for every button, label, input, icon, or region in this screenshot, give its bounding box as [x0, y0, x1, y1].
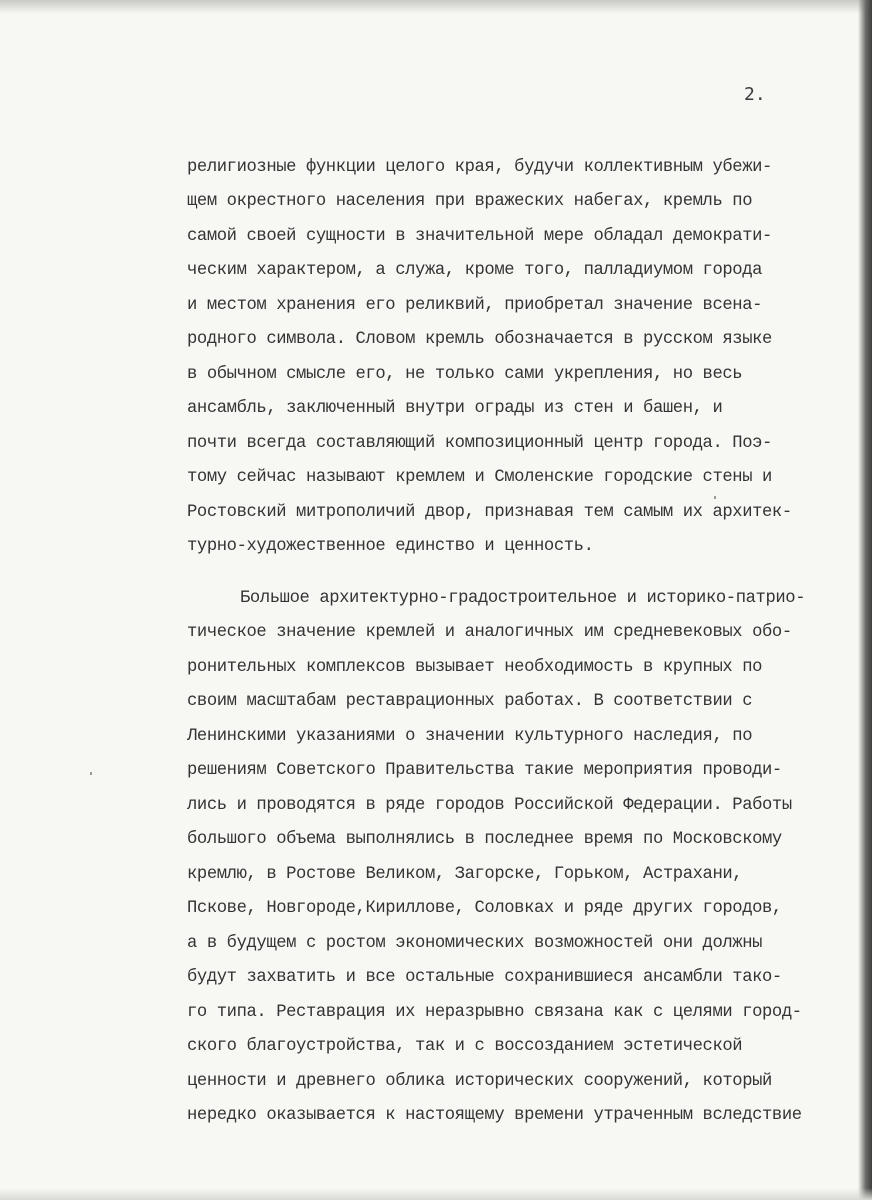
- text-line: почти всегда составляющий композиционный центр города. Поэ-: [187, 434, 772, 453]
- text-line: будут захватить и все остальные сохранившиеся ансамбли тако-: [187, 968, 782, 987]
- text-line: кремлю, в Ростове Великом, Загорске, Горьком, Астрахани,: [187, 865, 743, 884]
- scan-right-edge: [858, 0, 872, 1200]
- text-line: большого объема выполнялись в последнее время по Московскому: [187, 830, 782, 849]
- text-line: а в будущем с ростом экономических возможностей они должны: [187, 934, 763, 953]
- text-line: го типа. Реставрация их неразрывно связана как с целями город-: [187, 1003, 802, 1022]
- text-line: родного символа. Словом кремль обозначается в русском языке: [187, 330, 772, 349]
- text-line: религиозные функции целого края, будучи коллективным убежи-: [187, 158, 772, 177]
- text-line: в обычном смысле его, не только сами укрепления, но весь: [187, 365, 743, 384]
- text-line: щем окрестного населения при вражеских набегах, кремль по: [187, 192, 753, 211]
- text-line: тическое значение кремлей и аналогичных им средневековых обо-: [187, 623, 792, 642]
- text-line: Ростовский митрополичий двор, признавая тем самым их архитек-: [187, 503, 792, 522]
- scan-top-shadow: [0, 0, 872, 14]
- text-line: своим масштабам реставрационных работах. В соответствии с: [187, 692, 753, 711]
- text-line: ского благоустройства, так и с воссозданием эстетической: [187, 1037, 743, 1056]
- text-line: Большое архитектурно-градостроительное и историко-патрио-: [240, 589, 806, 608]
- text-line: тому сейчас называют кремлем и Смоленские городские стены и: [187, 468, 772, 487]
- text-line: лись и проводятся в ряде городов Российской Федерации. Работы: [187, 796, 792, 815]
- scan-speck: [90, 772, 92, 775]
- text-line: нередко оказывается к настоящему времени утраченным вследствие: [187, 1106, 802, 1125]
- page-number: 2.: [744, 84, 766, 105]
- text-line: ческим характером, а служа, кроме того, палладиумом города: [187, 261, 763, 280]
- scan-bottom-shadow: [0, 1188, 872, 1200]
- text-line: решениям Советского Правительства такие мероприятия проводи-: [187, 761, 782, 780]
- text-line: ронительных комплексов вызывает необходимость в крупных по: [187, 658, 763, 677]
- text-line: Ленинскими указаниями о значении культурного наследия, по: [187, 727, 753, 746]
- text-line: самой своей сущности в значительной мере обладал демократи-: [187, 227, 772, 246]
- text-line: ансамбль, заключенный внутри ограды из стен и башен, и: [187, 399, 723, 418]
- text-line: и местом хранения его реликвий, приобретал значение всена-: [187, 296, 763, 315]
- text-line: ценности и древнего облика исторических сооружений, который: [187, 1072, 772, 1091]
- scan-speck: [714, 496, 716, 499]
- text-line: Пскове, Новгороде,Кириллове, Соловках и ряде других городов,: [187, 899, 782, 918]
- text-line: турно-художественное единство и ценность.: [187, 537, 594, 556]
